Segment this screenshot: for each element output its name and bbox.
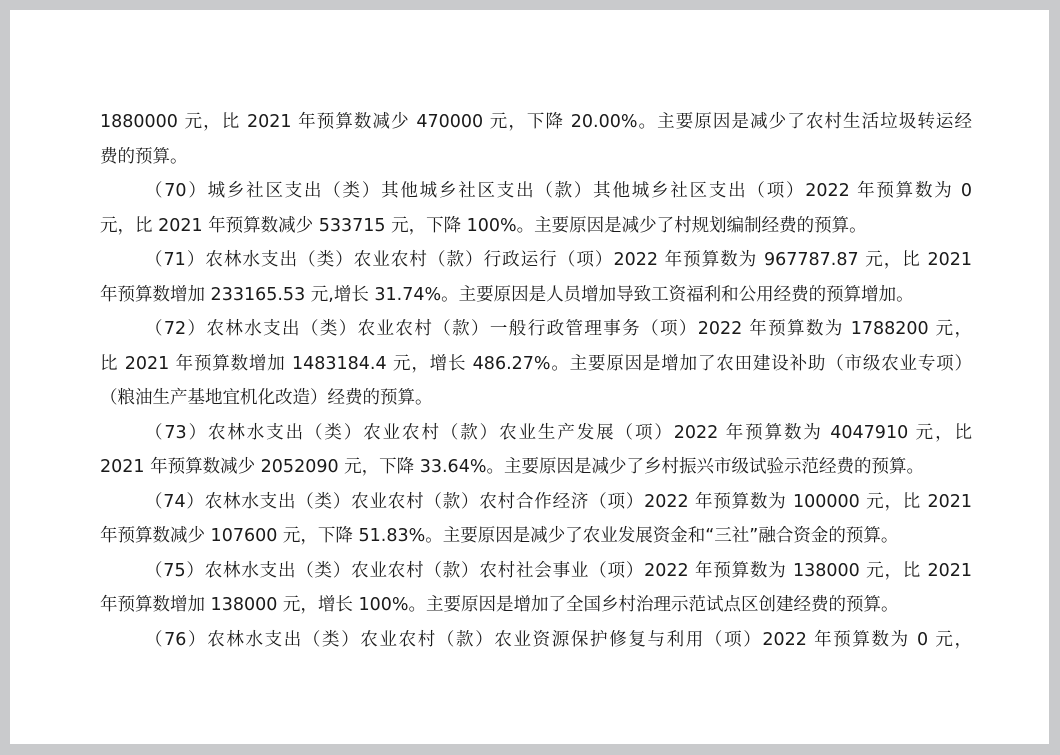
text-line-11: 2021 年预算数减少 2052090 元，下降 33.64%。主要原因是减少了乡村振兴市级试验示范经费的预算。 [100, 457, 924, 477]
text-line-3: （70）城乡社区支出（类）其他城乡社区支出（款）其他城乡社区支出（项）2022 年预算数为 0 [145, 181, 972, 201]
document-body [100, 105, 972, 657]
text-line-5: （71）农林水支出（类）农业农村（款）行政运行（项）2022 年预算数为 967787.87 元，比 2021 [145, 250, 972, 270]
text-line-8: 比 2021 年预算数增加 1483184.4 元，增长 486.27%。主要原因是增加了农田建设补助（市级农业专项） [100, 353, 972, 374]
text-line-6: 年预算数增加 233165.53 元,增长 31.74%。主要原因是人员增加导致工资福利和公用经费的预算增加。 [100, 284, 914, 305]
text-line-7: （72）农林水支出（类）农业农村（款）一般行政管理事务（项）2022 年预算数为 1788200 元， [145, 319, 972, 339]
text-line-10: （73）农林水支出（类）农业农村（款）农业生产发展（项）2022 年预算数为 4047910 元，比 [145, 422, 972, 443]
text-line-9: （粮油生产基地宜机化改造）经费的预算。 [100, 388, 433, 408]
text-line-14: （75）农林水支出（类）农业农村（款）农村社会事业（项）2022 年预算数为 138000 元，比 2021 [145, 560, 972, 581]
text-line-16: （76）农林水支出（类）农业农村（款）农业资源保护修复与利用（项）2022 年预算数为 0 元， [145, 629, 972, 650]
text-line-4: 元，比 2021 年预算数减少 533715 元，下降 100%。主要原因是减少了村规划编制经费的预算。 [100, 215, 867, 236]
text-line-12: （74）农林水支出（类）农业农村（款）农村合作经济（项）2022 年预算数为 100000 元，比 2021 [145, 491, 972, 512]
text-line-2: 费的预算。 [100, 146, 188, 167]
text-line-13: 年预算数减少 107600 元，下降 51.83%。主要原因是减少了农业发展资金和“三社”融合资金的预算。 [100, 526, 899, 546]
text-line-1: 1880000 元，比 2021 年预算数减少 470000 元，下降 20.00%。主要原因是减少了农村生活垃圾转运经 [100, 112, 972, 132]
text-line-15: 年预算数增加 138000 元，增长 100%。主要原因是增加了全国乡村治理示范试点区创建经费的预算。 [100, 595, 899, 615]
document-page [10, 10, 1049, 744]
